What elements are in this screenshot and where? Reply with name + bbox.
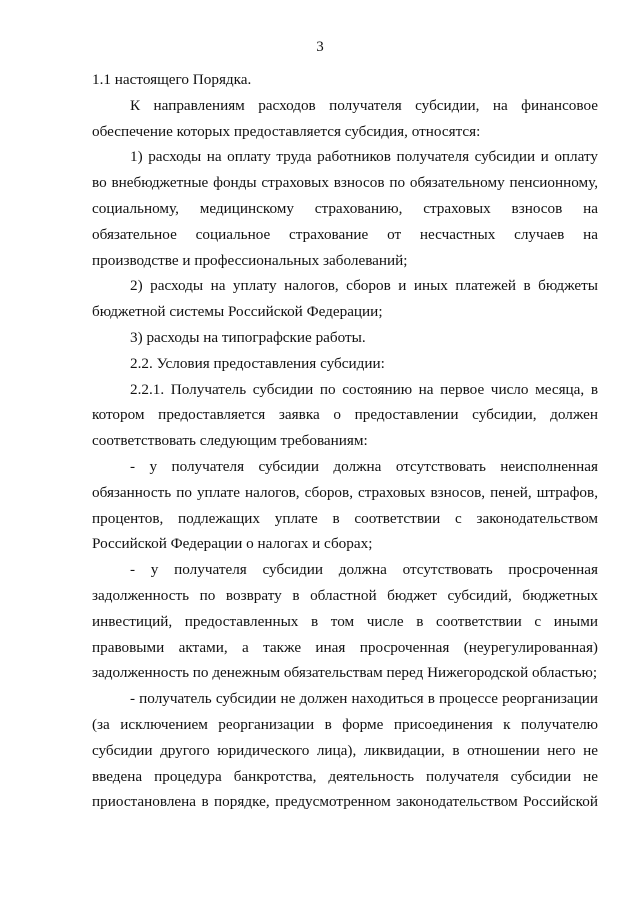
paragraph-section-2-2: 2.2. Условия предоставления субсидии: [130, 354, 385, 372]
paragraph-item-1: 1) расходы на оплату труда работников получателя субсидии и оплату во внебюджетные фонды страховых взносов по обязательному пенсионному, социальному, медицинскому страхованию, страховых взносов на обязательное социальное страхование от несчастных случаев на производстве и профессиональных заболеваний; [92, 148, 598, 269]
document-body [92, 67, 598, 815]
paragraph-item-3: 3) расходы на типографские работы. [130, 328, 366, 346]
page-number: 3 [316, 39, 324, 55]
paragraph-requirement-reorganization: - получатель субсидии не должен находиться в процессе реорганизации (за исключением реорганизации в форме присоединения к получателю субсидии другого юридического лица), ликвидации, в отношении него не введена процедура банкротства, деятельность получателя субсидии не приостановлена в порядке, предусмотренном законодательством Российской [92, 690, 598, 811]
paragraph-requirement-debt: - у получателя субсидии должна отсутствовать просроченная задолженность по возврату в областной бюджет субсидий, бюджетных инвестиций, предоставленных в том числе в соответствии с иными правовыми актами, а также иная просроченная (неурегулированная) задолженность по денежным обязательствам перед Нижегородской областью; [92, 561, 598, 682]
paragraph-continuation: 1.1 настоящего Порядка. [92, 71, 252, 88]
paragraph-expense-directions: К направлениям расходов получателя субсидии, на финансовое обеспечение которых предоставляется субсидия, относятся: [92, 96, 598, 140]
paragraph-section-2-2-1: 2.2.1. Получатель субсидии по состоянию на первое число месяца, в котором предоставляется заявка о предоставлении субсидии, должен соответствовать следующим требованиям: [92, 380, 598, 450]
paragraph-requirement-taxes: - у получателя субсидии должна отсутствовать неисполненная обязанность по уплате налогов, сборов, страховых взносов, пеней, штрафов, процентов, подлежащих уплате в соответствии с законодательством Российской Федерации о налогах и сборах; [92, 457, 598, 553]
paragraph-item-2: 2) расходы на уплату налогов, сборов и иных платежей в бюджеты бюджетной системы Российской Федерации; [92, 277, 598, 321]
